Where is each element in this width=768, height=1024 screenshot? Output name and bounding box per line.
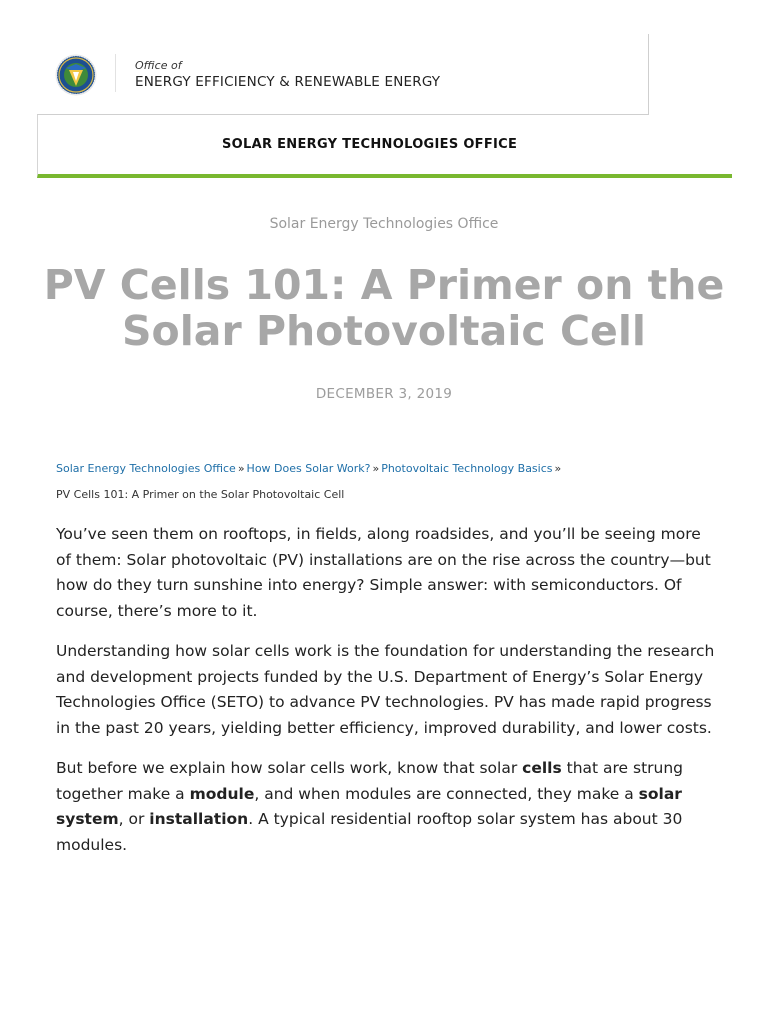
- term-module: module: [189, 784, 255, 803]
- article-paragraph-1: You’ve seen them on rooftops, in fields, along roadsides, and you’ll be seeing more of them: Solar photovoltaic (PV) installations are on the rise across the country—but how do they turn sunshine into energy? Simple answer: with semiconductors. Of course, there’s more to it.: [56, 525, 711, 620]
- breadcrumb-link-how-solar-works[interactable]: How Does Solar Work?: [246, 462, 371, 475]
- office-name[interactable]: ENERGY EFFICIENCY & RENEWABLE ENERGY: [135, 74, 441, 90]
- article-paragraph-3: [56, 756, 716, 858]
- breadcrumb-link-pv-basics[interactable]: Photovoltaic Technology Basics: [381, 462, 553, 475]
- p3-text-2: that are strung together make a: [56, 759, 684, 803]
- p3-text-5: . A typical residential rooftop solar system has about 30 modules.: [56, 810, 683, 854]
- publish-date: DECEMBER 3, 2019: [315, 386, 453, 402]
- p3-text-3: , and when modules are connected, they make a: [254, 784, 639, 803]
- breadcrumb-link-seto[interactable]: Solar Energy Technologies Office: [56, 462, 236, 475]
- breadcrumb-current: PV Cells 101: A Primer on the Solar Photovoltaic Cell: [56, 488, 345, 501]
- doe-seal-icon[interactable]: [55, 54, 97, 96]
- page-eyebrow[interactable]: Solar Energy Technologies Office: [269, 216, 499, 232]
- term-cells: cells: [522, 759, 562, 777]
- article-body: [56, 522, 716, 873]
- subnav-title[interactable]: SOLAR ENERGY TECHNOLOGIES OFFICE: [222, 137, 518, 152]
- article-paragraph-2: Understanding how solar cells work is the foundation for understanding the research and development projects funded by the U.S. Department of Energy’s Solar Energy Technologies Office (SETO) to advance PV technologies. PV has made rapid progress in the past 20 years, yielding better efficiency, improved durability, and lower costs.: [56, 642, 715, 737]
- term-installation: installation: [149, 810, 249, 828]
- office-subnav: [37, 115, 732, 178]
- breadcrumb-separator: »: [554, 462, 562, 475]
- term-solar-system: solar system: [56, 784, 682, 828]
- breadcrumb: [56, 456, 716, 508]
- page-title: PV Cells 101: A Primer on the Solar Photovoltaic Cell: [43, 261, 725, 355]
- site-header: [37, 34, 649, 115]
- logo-divider: [115, 54, 116, 92]
- p3-text-4: , or: [118, 810, 150, 828]
- breadcrumb-separator: »: [372, 462, 380, 475]
- office-prefix: Office of: [135, 59, 182, 72]
- breadcrumb-separator: »: [237, 462, 245, 475]
- p3-text-1: But before we explain how solar cells work, know that solar: [56, 759, 523, 777]
